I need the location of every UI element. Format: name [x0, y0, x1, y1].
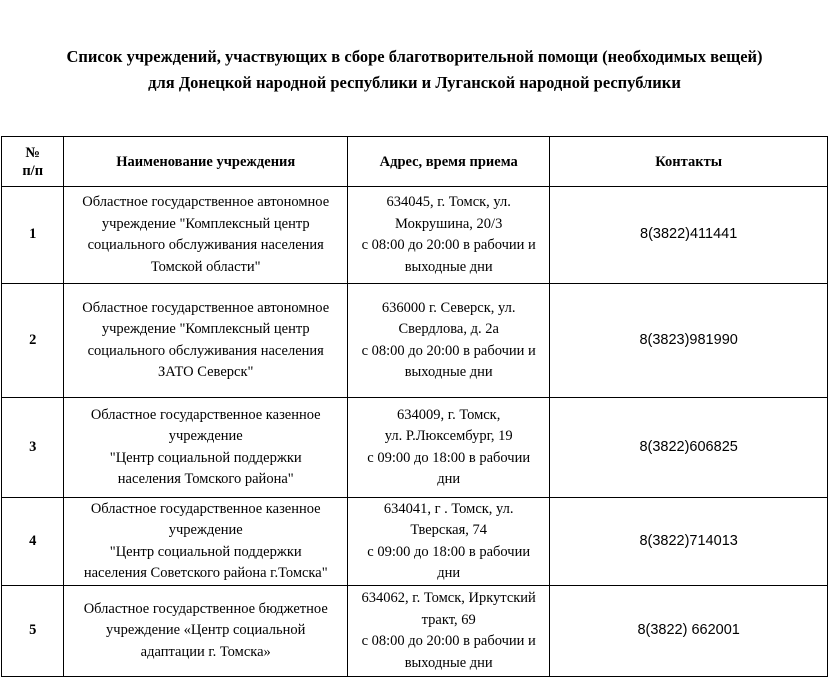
institution-contact: 8(3822)714013: [550, 498, 828, 586]
name-line: населения Томского района": [117, 471, 294, 487]
table-row: [2, 498, 828, 586]
header-number: [2, 137, 64, 187]
name-line: учреждение: [168, 522, 243, 538]
address-line: 634009, г. Томск,: [397, 406, 501, 423]
institution-contact: 8(3822)411441: [550, 187, 828, 284]
name-line: "Центр социальной поддержки: [109, 449, 302, 466]
table-row: [2, 586, 828, 677]
row-number: 1: [2, 187, 64, 284]
row-number: 5: [2, 586, 64, 677]
institution-name: [64, 586, 348, 677]
name-line: Томской области": [150, 258, 261, 275]
name-line: Областное государственное казенное: [90, 500, 321, 517]
address-line: 636000 г. Северск, ул.: [381, 299, 516, 316]
address-line: с 08:00 до 20:00 в рабочии и: [361, 342, 536, 359]
institution-name: [64, 284, 348, 398]
address-line: Мокрушина, 20/3: [395, 215, 503, 232]
table-row: [2, 284, 828, 398]
address-line: 634041, г . Томск, ул.: [383, 500, 514, 517]
table-header-row: [2, 137, 828, 187]
table-row: [2, 398, 828, 498]
institution-address: [348, 284, 550, 398]
row-number: 3: [2, 398, 64, 498]
table-row: [2, 187, 828, 284]
address-line: дни: [437, 565, 461, 581]
header-name: Наименование учреждения: [64, 137, 348, 187]
header-contacts: Контакты: [550, 137, 828, 187]
address-line: выходные дни: [404, 364, 493, 380]
header-number-line-1: №: [25, 144, 40, 161]
header-address: Адрес, время приема: [348, 137, 550, 187]
name-line: Областное государственное автономное: [82, 194, 330, 210]
name-line: адаптации г. Томска»: [140, 643, 271, 660]
institution-contact: 8(3823)981990: [550, 284, 828, 398]
name-line: населения Советского района г.Томска": [83, 565, 328, 581]
header-number-line-2: п/п: [22, 162, 44, 179]
address-line: тракт, 69: [421, 611, 476, 628]
address-line: выходные дни: [404, 258, 493, 275]
address-line: 634062, г. Томск, Иркутский: [361, 590, 536, 606]
institution-address: [348, 187, 550, 284]
institutions-table: [1, 136, 828, 677]
address-line: с 08:00 до 20:00 в рабочии и: [361, 237, 536, 253]
institution-name: [64, 187, 348, 284]
title-line-1: Список учреждений, участвующих в сборе благотворительной помощи (необходимых вещей): [66, 47, 763, 66]
institution-contact: 8(3822) 662001: [550, 586, 828, 677]
name-line: ЗАТО Северск": [158, 364, 254, 380]
institution-contact: 8(3822)606825: [550, 398, 828, 498]
name-line: учреждение "Комплексный центр: [101, 215, 310, 232]
address-line: с 09:00 до 18:00 в рабочии: [367, 449, 531, 466]
institution-name: [64, 398, 348, 498]
address-line: Тверская, 74: [410, 522, 488, 538]
address-line: выходные дни: [404, 654, 493, 671]
address-line: дни: [437, 471, 461, 487]
row-number: 2: [2, 284, 64, 398]
institution-address: [348, 586, 550, 677]
address-line: Свердлова, д. 2а: [398, 321, 499, 337]
name-line: учреждение: [168, 428, 243, 444]
row-number: 4: [2, 498, 64, 586]
name-line: Областное государственное бюджетное: [83, 600, 328, 617]
address-line: 634045, г. Томск, ул.: [386, 194, 511, 210]
institution-address: [348, 398, 550, 498]
address-line: с 09:00 до 18:00 в рабочии: [367, 543, 531, 560]
address-line: с 08:00 до 20:00 в рабочии и: [361, 633, 536, 649]
name-line: социального обслуживания населения: [87, 237, 324, 253]
name-line: учреждение «Центр социальной: [106, 622, 306, 639]
page-title: [0, 44, 829, 96]
name-line: "Центр социальной поддержки: [109, 543, 302, 560]
title-line-2: для Донецкой народной республики и Луганской народной республики: [148, 73, 681, 92]
name-line: Областное государственное казенное: [90, 406, 321, 423]
name-line: социального обслуживания населения: [87, 342, 324, 359]
address-line: ул. Р.Люксембург, 19: [384, 428, 513, 444]
institution-address: [348, 498, 550, 586]
institution-name: [64, 498, 348, 586]
name-line: Областное государственное автономное: [82, 299, 330, 316]
name-line: учреждение "Комплексный центр: [101, 321, 310, 337]
